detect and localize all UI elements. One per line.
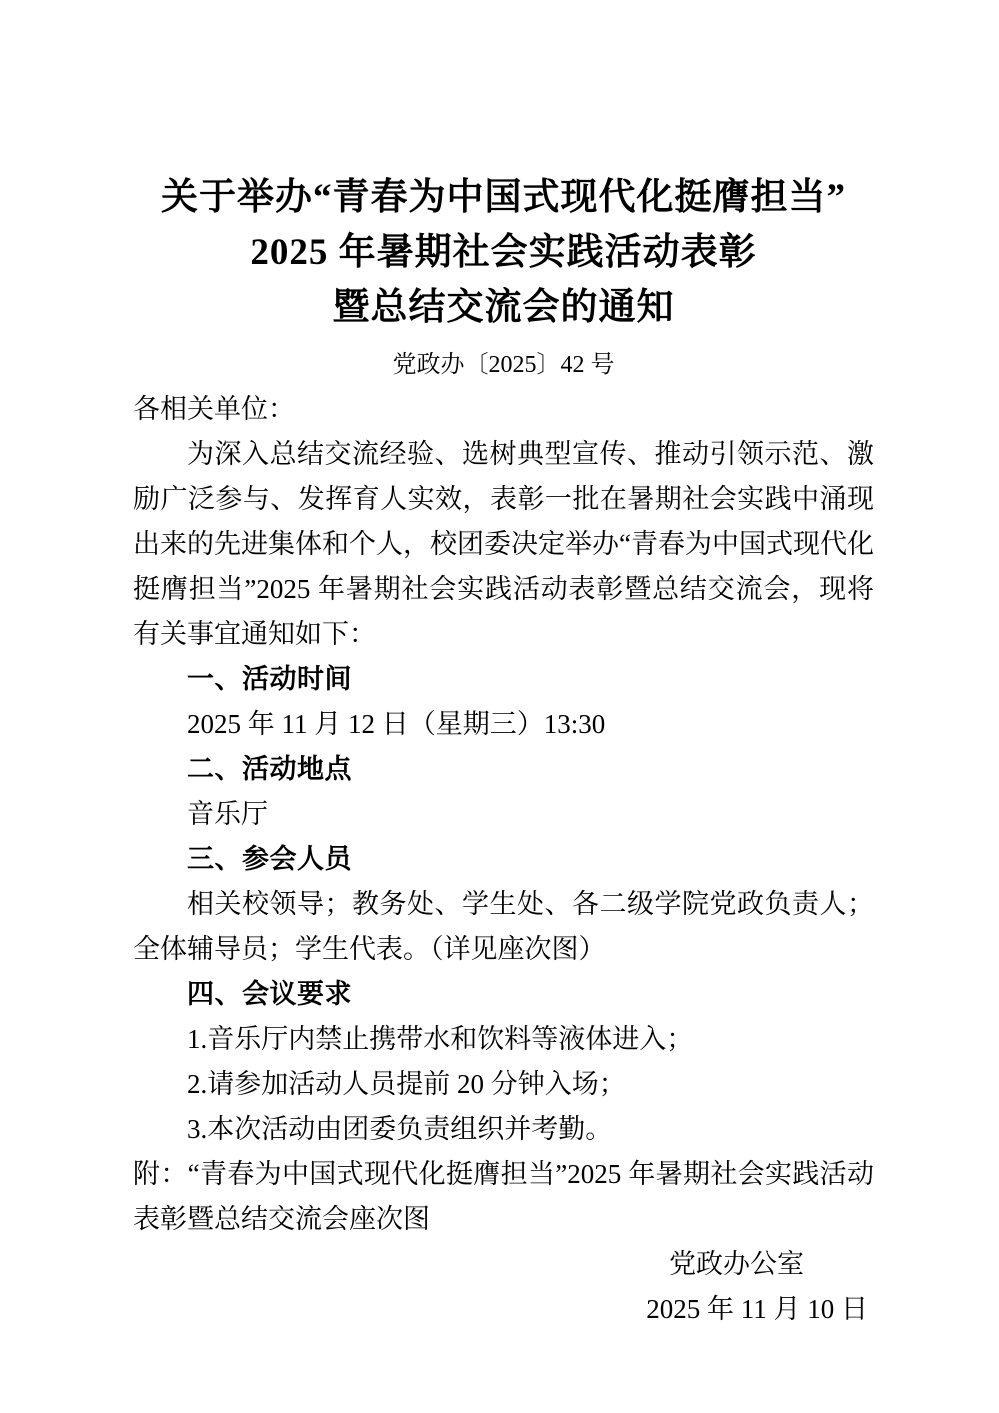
- requirement-item-1: 1.音乐厅内禁止携带水和饮料等液体进入；: [187, 1024, 694, 1054]
- section-activity-time: [133, 657, 874, 747]
- signature-date: 2025 年 11 月 10 日: [646, 1294, 868, 1324]
- document-title: [133, 170, 874, 335]
- attachment-note: 附：“青春为中国式现代化挺膺担当”2025 年暑期社会实践活动表彰暨总结交流会座次图: [133, 1159, 874, 1234]
- section-attendees: [133, 837, 874, 972]
- signer-office: 党政办公室: [669, 1249, 804, 1279]
- section-heading-2: 二、活动地点: [187, 754, 352, 784]
- section-activity-location: [133, 747, 874, 837]
- section-meeting-requirements: [133, 972, 874, 1152]
- requirement-item-2: 2.请参加活动人员提前 20 分钟入场；: [187, 1069, 626, 1099]
- intro-paragraph: 为深入总结交流经验、选树典型宣传、推动引领示范、激励广泛参与、发挥育人实效，表彰一批在暑期社会实践中涌现出来的先进集体和个人，校团委决定举办“青春为中国式现代化挺膺担当”2025 年暑期社会实践活动表彰暨总结交流会，现将有关事宜通知如下：: [133, 439, 874, 649]
- requirement-item-3: 3.本次活动由团委负责组织并考勤。: [187, 1114, 613, 1144]
- section-heading-1: 一、活动时间: [187, 664, 352, 694]
- title-line-1: 关于举办“青春为中国式现代化挺膺担当”: [161, 177, 846, 218]
- title-line-3: 暨总结交流会的通知: [332, 287, 675, 328]
- document-content: [133, 170, 874, 1332]
- section-heading-4: 四、会议要求: [187, 979, 352, 1009]
- section-heading-3: 三、参会人员: [187, 844, 352, 874]
- section-content-1: 2025 年 11 月 12 日（星期三）13:30: [187, 709, 606, 739]
- title-line-2: 2025 年暑期社会实践活动表彰: [250, 232, 757, 273]
- document-number: 党政办〔2025〕42 号: [392, 352, 615, 378]
- document-body: [133, 387, 874, 1332]
- section-content-3: 相关校领导；教务处、学生处、各二级学院党政负责人；全体辅导员；学生代表。（详见座次图）: [133, 889, 874, 964]
- section-content-2: 音乐厅: [187, 799, 268, 829]
- salutation: 各相关单位：: [133, 394, 295, 424]
